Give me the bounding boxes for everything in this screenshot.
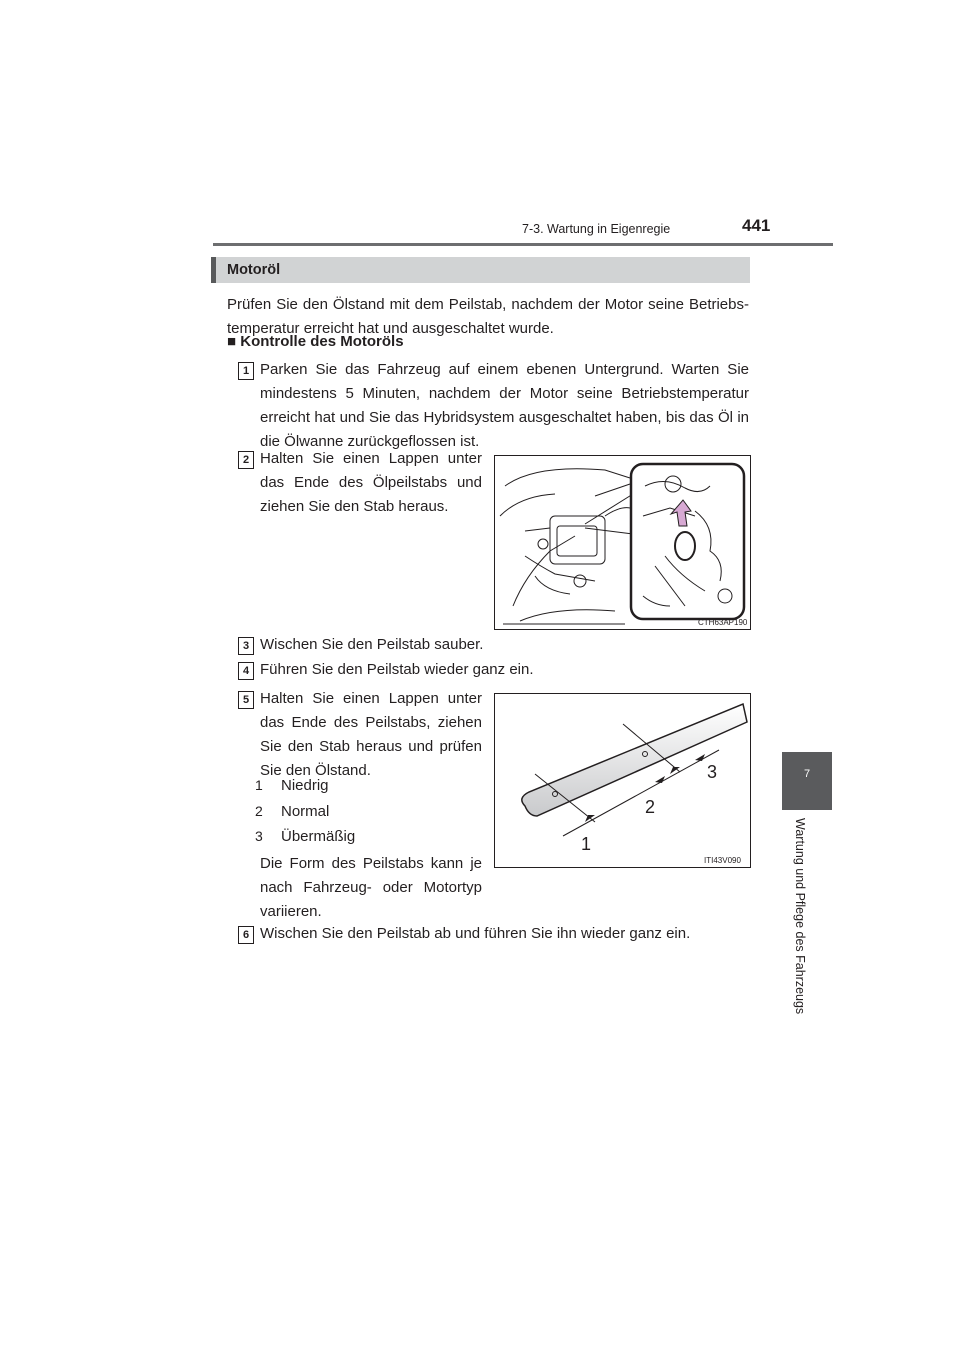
- step-text-4: Führen Sie den Peilstab wieder ganz ein.: [260, 661, 534, 678]
- section-reference: 7-3. Wartung in Eigenregie: [522, 222, 671, 236]
- legend-number-2: 2: [255, 803, 263, 819]
- step-badge-2: 2: [238, 451, 254, 469]
- step-text-6: Wischen Sie den Peilstab ab und führen Sie ihn wieder ganz ein.: [260, 925, 691, 942]
- dipstick-figure: [494, 693, 751, 868]
- chapter-label: Wartung und Pflege des Fahrzeugs: [793, 818, 807, 1015]
- dipstick-shape: [522, 704, 747, 816]
- callout-3: 3: [707, 762, 718, 782]
- step-text-5: Halten Sie einen Lappen unter das Ende des Peilstabs, ziehen Sie den Stab heraus und prüfen Sie den Ölstand.: [260, 690, 482, 779]
- callout-1: 1: [581, 834, 592, 854]
- subheading: [227, 333, 404, 350]
- zoom-box: [631, 464, 744, 619]
- subheading-marker: ■: [227, 333, 237, 350]
- engine-figure-code: CTH63AP190: [698, 618, 748, 627]
- subheading-text: Kontrolle des Motoröls: [240, 333, 404, 350]
- header-rule: [213, 243, 833, 246]
- engine-illustration: [495, 456, 750, 629]
- section-title-accent: [211, 257, 216, 283]
- section-title-bar: [211, 257, 750, 283]
- section-title: Motoröl: [227, 262, 281, 278]
- step-text-3: Wischen Sie den Peilstab sauber.: [260, 636, 484, 653]
- legend-number-1: 1: [255, 777, 263, 793]
- legend-number-3: 3: [255, 828, 263, 844]
- step-text-2: Halten Sie einen Lappen unter das Ende des Ölpeilstabs und ziehen Sie den Stab heraus.: [260, 450, 482, 515]
- chapter-number: 7: [803, 768, 811, 780]
- chapter-tab: [782, 752, 832, 810]
- legend-label-2: Normal: [281, 803, 330, 820]
- page-number: 441: [742, 216, 771, 235]
- step-badge-5: 5: [238, 691, 254, 709]
- step-badge-6: 6: [238, 926, 254, 944]
- callout-2: 2: [645, 797, 656, 817]
- step-badge-3: 3: [238, 637, 254, 655]
- step-text-1: Parken Sie das Fahrzeug auf einem ebenen Untergrund. Warten Sie mindestens 5 Minuten, nachdem der Motor seine Betriebstemperatur erreicht hat und Sie das Hybridsystem ausgeschaltet haben, bis das Öl in die Ölwanne zurückgeflossen ist.: [260, 361, 749, 450]
- step-badge-1: 1: [238, 362, 254, 380]
- engine-figure: [494, 455, 751, 630]
- step-badge-4: 4: [238, 662, 254, 680]
- intro-paragraph: Prüfen Sie den Ölstand mit dem Peilstab, nachdem der Motor seine Betriebstemperatur erreicht hat und ausgeschaltet wurde.: [227, 296, 749, 337]
- legend-label-3: Übermäßig: [281, 828, 356, 845]
- dipstick-figure-code: ITI43V090: [704, 856, 741, 865]
- legend-label-1: Niedrig: [281, 777, 329, 794]
- shape-note: Die Form des Peilstabs kann je nach Fahrzeug- oder Motortyp variieren.: [260, 855, 482, 920]
